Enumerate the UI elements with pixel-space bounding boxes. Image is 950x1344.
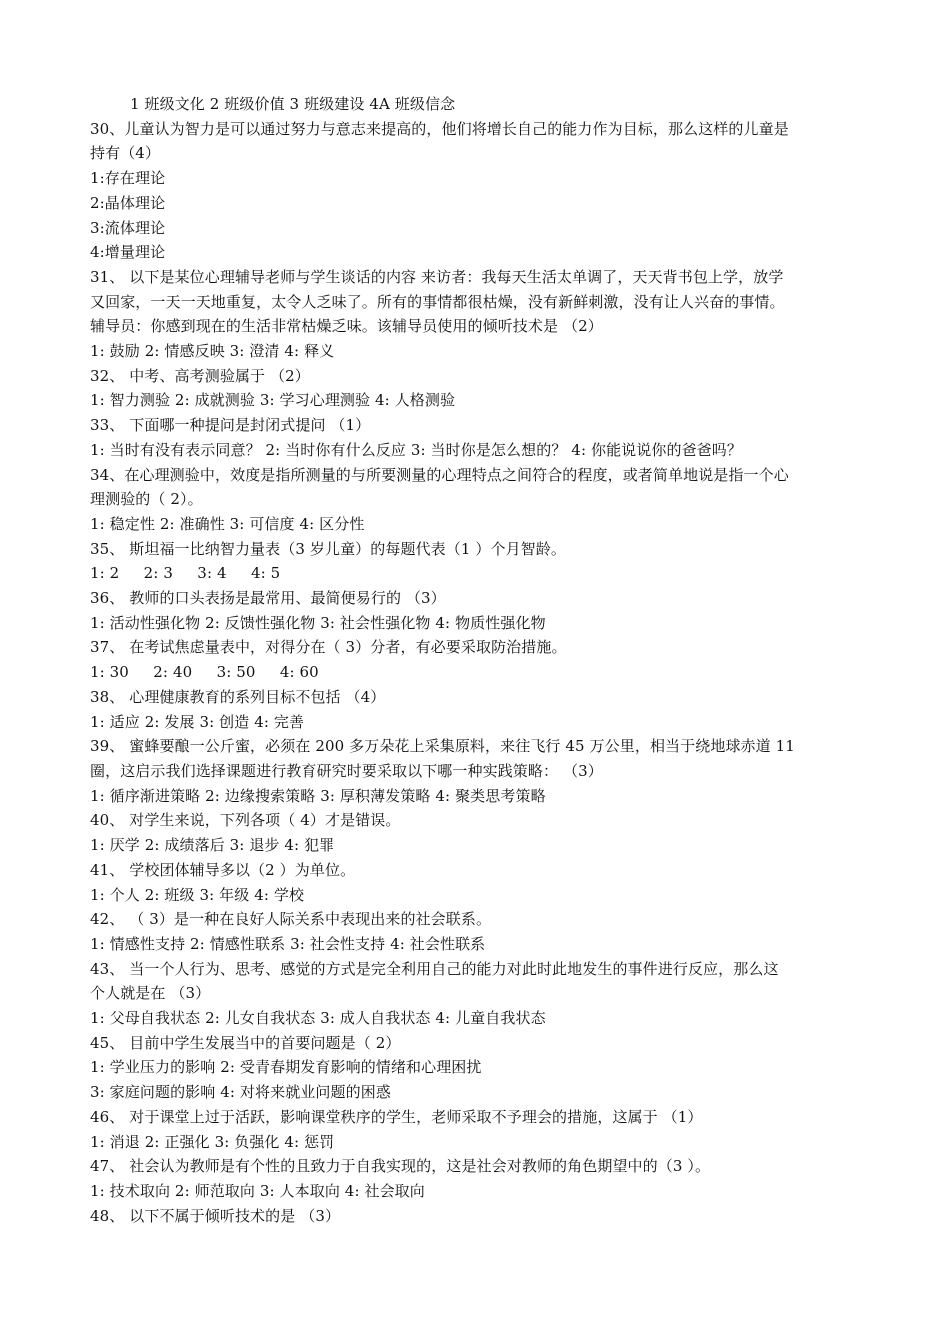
- option-line: 1: 智力测验 2: 成就测验 3: 学习心理测验 4: 人格测验: [90, 391, 456, 410]
- text-line: 理测验的（ 2）。: [90, 490, 203, 509]
- question-32: 32、 中考、高考测验属于 （2）: [90, 366, 310, 385]
- option-line: 3:流体理论: [90, 218, 166, 237]
- question-40: 40、 对学生来说，下列各项（ 4）才是错误。: [90, 811, 401, 830]
- question-38: 38、 心理健康教育的系列目标不包括 （4）: [90, 687, 386, 706]
- text-line: 辅导员：你感到现在的生活非常枯燥乏味。该辅导员使用的倾听技术是 （2）: [90, 317, 603, 336]
- option-line: 1: 父母自我状态 2: 儿女自我状态 3: 成人自我状态 4: 儿童自我状态: [90, 1009, 546, 1028]
- question-41: 41、 学校团体辅导多以（2 ）为单位。: [90, 860, 356, 879]
- option-line: 3: 家庭问题的影响 4: 对将来就业问题的困惑: [90, 1083, 391, 1102]
- text-line: 圈，这启示我们选择课题进行教育研究时要采取以下哪一种实践策略： （3）: [90, 761, 603, 780]
- option-line: 1: 2 2: 3 3: 4 4: 5: [90, 564, 281, 583]
- question-33: 33、 下面哪一种提问是封闭式提问 （1）: [90, 416, 371, 435]
- option-line: 1: 个人 2: 班级 3: 年级 4: 学校: [90, 885, 305, 904]
- question-34: 34、在心理测验中，效度是指所测量的与所要测量的心理特点之间符合的程度，或者简单地说是指一个心: [90, 465, 789, 484]
- option-line: 1: 消退 2: 正强化 3: 负强化 4: 惩罚: [90, 1132, 335, 1151]
- option-line: 1: 厌学 2: 成绩落后 3: 退步 4: 犯罪: [90, 836, 335, 855]
- option-line: 1:存在理论: [90, 169, 166, 188]
- option-line: 1: 情感性支持 2: 情感性联系 3: 社会性支持 4: 社会性联系: [90, 934, 486, 953]
- question-37: 37、 在考试焦虑量表中，对得分在（ 3）分者，有必要采取防治措施。: [90, 638, 567, 657]
- option-line: 4:增量理论: [90, 243, 166, 262]
- question-36: 36、 教师的口头表扬是最常用、最简便易行的 （3）: [90, 589, 446, 608]
- option-line: 1: 循序渐进策略 2: 边缘搜索策略 3: 厚积薄发策略 4: 聚类思考策略: [90, 786, 546, 805]
- question-42: 42、 （ 3）是一种在良好人际关系中表现出来的社会联系。: [90, 910, 492, 929]
- option-line: 2:晶体理论: [90, 193, 166, 212]
- option-line: 1: 学业压力的影响 2: 受青春期发育影响的情绪和心理困扰: [90, 1058, 482, 1077]
- question-31: 31、 以下是某位心理辅导老师与学生谈话的内容 来访者：我每天生活太单调了，天天背书包上学，放学: [90, 267, 784, 286]
- option-line: 1: 当时有没有表示同意？ 2: 当时你有什么反应 3: 当时你是怎么想的？ 4: 你能说说你的爸爸吗？: [90, 440, 742, 459]
- question-45: 45、 目前中学生发展当中的首要问题是（ 2）: [90, 1033, 401, 1052]
- text-line: 持有（4）: [90, 144, 161, 163]
- option-line: 1: 鼓励 2: 情感反映 3: 澄清 4: 释义: [90, 342, 335, 361]
- question-35: 35、 斯坦福一比纳智力量表（3 岁儿童）的每题代表（1 ）个月智龄。: [90, 539, 566, 558]
- option-line: 1: 30 2: 40 3: 50 4: 60: [90, 663, 319, 682]
- question-30: 30、儿童认为智力是可以通过努力与意志来提高的，他们将增长自己的能力作为目标，那么这样的儿童是: [90, 119, 789, 138]
- question-46: 46、 对于课堂上过于活跃，影响课堂秩序的学生，老师采取不予理会的措施，这属于 （1）: [90, 1107, 703, 1126]
- option-line: 1: 技术取向 2: 师范取向 3: 人本取向 4: 社会取向: [90, 1181, 425, 1200]
- question-39: 39、 蜜蜂要酿一公斤蜜，必须在 200 多万朵花上采集原料，来往飞行 45 万公里，相当于绕地球赤道 11: [90, 737, 795, 756]
- text-line: 又回家，一天一天地重复，太令人乏味了。所有的事情都很枯燥，没有新鲜刺激，没有让人兴奋的事情。: [90, 292, 785, 311]
- question-47: 47、 社会认为教师是有个性的且致力于自我实现的，这是社会对教师的角色期望中的（3 ）。: [90, 1157, 711, 1176]
- question-43: 43、 当一个人行为、思考、感觉的方式是完全利用自己的能力对此时此地发生的事件进行反应，那么这: [90, 959, 779, 978]
- option-line: 1: 稳定性 2: 准确性 3: 可信度 4: 区分性: [90, 514, 365, 533]
- option-line: 1: 适应 2: 发展 3: 创造 4: 完善: [90, 712, 305, 731]
- text-line: 个人就是在 （3）: [90, 984, 211, 1003]
- option-line: 1: 活动性强化物 2: 反馈性强化物 3: 社会性强化物 4: 物质性强化物: [90, 613, 546, 632]
- question-48: 48、 以下不属于倾听技术的是 （3）: [90, 1206, 341, 1225]
- text-line: 1 班级文化 2 班级价值 3 班级建设 4A 班级信念: [130, 95, 456, 113]
